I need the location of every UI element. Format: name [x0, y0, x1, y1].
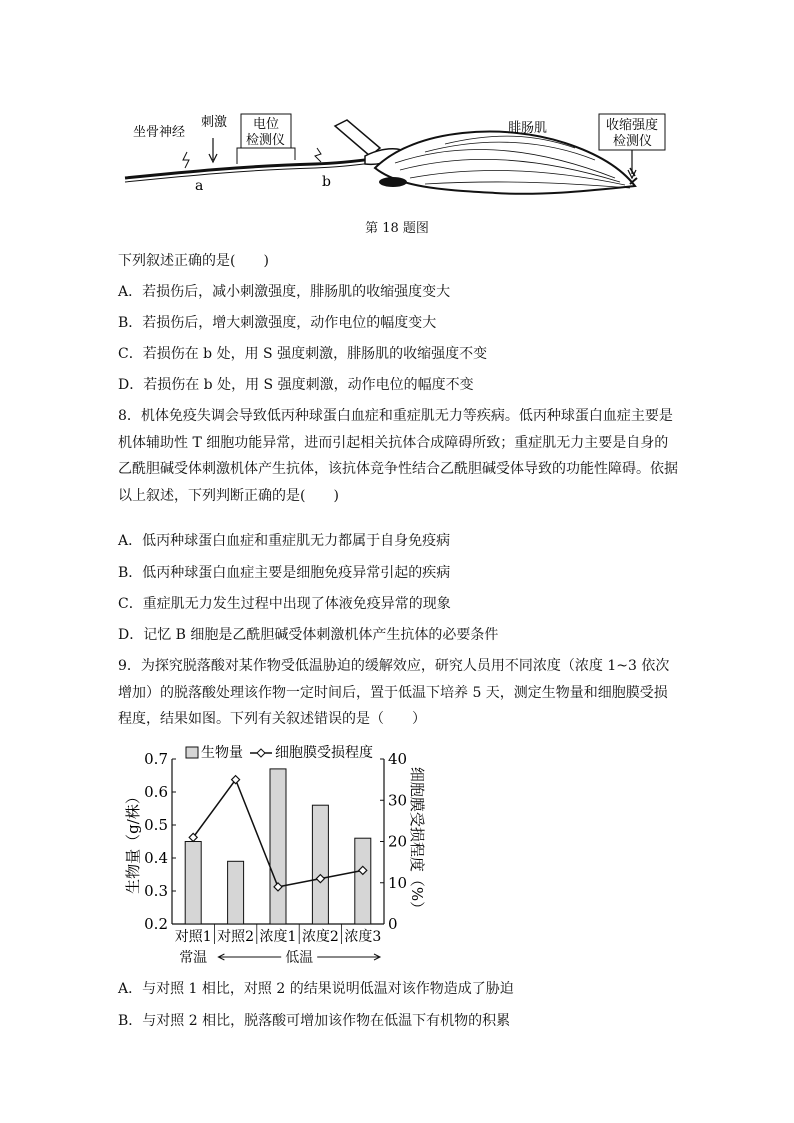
label-meter-1: 电位	[253, 117, 280, 132]
bar	[355, 838, 371, 924]
q8-option-d: D．记忆 B 细胞是乙酰胆碱受体刺激机体产生抗体的必要条件	[118, 627, 499, 643]
legend-bar-swatch	[186, 747, 198, 758]
y-tick-label-right: 20	[388, 832, 408, 851]
label-meter-2: 检测仪	[246, 133, 286, 148]
q7-option-c: C．若损伤在 b 处，用 S 强度刺激，腓肠肌的收缩强度不变	[118, 346, 488, 362]
x-tick-label: 浓度1	[259, 929, 297, 945]
label-point-a: a	[195, 178, 204, 194]
label-sciatic-nerve: 坐骨神经	[133, 125, 186, 140]
y-tick-label-right: 40	[388, 750, 408, 768]
label-point-b: b	[322, 174, 331, 190]
y-tick-label-left: 0.7	[144, 750, 168, 768]
y-tick-label-right: 30	[388, 791, 408, 810]
bar	[185, 842, 201, 925]
bar	[312, 805, 328, 924]
sciatic-nerve	[125, 158, 380, 178]
label-force-1: 收缩强度	[606, 118, 659, 133]
q8-option-a: A．低丙种球蛋白血症和重症肌无力都属于自身免疫病	[118, 533, 451, 549]
q8-option-c: C．重症肌无力发生过程中出现了体液免疫异常的现象	[118, 596, 451, 612]
legend-line-marker	[257, 749, 265, 757]
y-axis-title-left: 生物量（g/株）	[124, 789, 142, 894]
q7-option-d: D．若损伤在 b 处，用 S 强度刺激，动作电位的幅度不变	[118, 377, 474, 393]
label-muscle: 腓肠肌	[508, 121, 548, 136]
q8-option-b: B．低丙种球蛋白血症主要是细胞免疫异常引起的疾病	[118, 565, 451, 581]
x-tick-label: 浓度2	[301, 929, 339, 945]
y-tick-label-left: 0.2	[144, 915, 168, 933]
q9-option-b: B．与对照 2 相比，脱落酸可增加该作物在低温下有机物的积累	[118, 1013, 511, 1029]
label-force-2: 检测仪	[613, 134, 653, 149]
group-label-low: 低温	[285, 950, 314, 966]
nerve-muscle-figure	[125, 108, 665, 208]
bar	[228, 861, 244, 924]
y-tick-label-left: 0.4	[144, 849, 168, 867]
bar	[270, 769, 286, 924]
figure-caption: 第 18 题图	[365, 221, 429, 236]
q8-stem: 8．机体免疫失调会导致低丙种球蛋白血症和重症肌无力等疾病。低丙种球蛋白血症主要是机体辅助性 T 细胞功能异常，进而引起相关抗体合成障碍所致；重症肌无力主要是自身的乙酰胆碱受体刺激机体产生抗体，该抗体竞争性结合乙酰胆碱受体导致的功能性障碍。依据以上叙述，下列判断正确的是( )	[118, 408, 678, 504]
x-tick-label: 浓度3	[344, 929, 382, 945]
y-tick-label-right: 10	[388, 873, 408, 892]
y-tick-label-right: 0	[388, 915, 398, 933]
q7-option-a: A．若损伤后，减小刺激强度，腓肠肌的收缩强度变大	[118, 284, 451, 300]
gastrocnemius-muscle	[375, 132, 635, 194]
bone	[335, 120, 380, 156]
biomass-membrane-chart	[124, 743, 426, 975]
q9-option-a: A．与对照 1 相比，对照 2 的结果说明低温对该作物造成了胁迫	[118, 981, 514, 997]
y-axis-title-right: 细胞膜受损程度（%）	[408, 766, 426, 917]
legend-bar-label: 生物量	[201, 745, 243, 761]
y-tick-label-left: 0.3	[144, 882, 168, 900]
group-label-normal: 常温	[179, 950, 208, 966]
legend-line-label: 细胞膜受损程度	[275, 745, 373, 761]
label-stimulus: 刺激	[201, 115, 228, 130]
q7-stem: 下列叙述正确的是( )	[118, 253, 269, 269]
x-tick-label: 对照2	[217, 929, 255, 945]
q7-option-b: B．若损伤后，增大刺激强度，动作电位的幅度变大	[118, 315, 437, 331]
y-tick-label-left: 0.5	[144, 816, 168, 834]
x-tick-label: 对照1	[174, 929, 212, 945]
q9-stem: 9．为探究脱落酸对某作物受低温胁迫的缓解效应，研究人员用不同浓度（浓度 1~3 依次增加）的脱落酸处理该作物一定时间后，置于低温下培养 5 天，测定生物量和细胞膜受损程度，结果如图。下列有关叙述错误的是（ ）	[118, 658, 670, 727]
y-tick-label-left: 0.6	[144, 783, 168, 801]
